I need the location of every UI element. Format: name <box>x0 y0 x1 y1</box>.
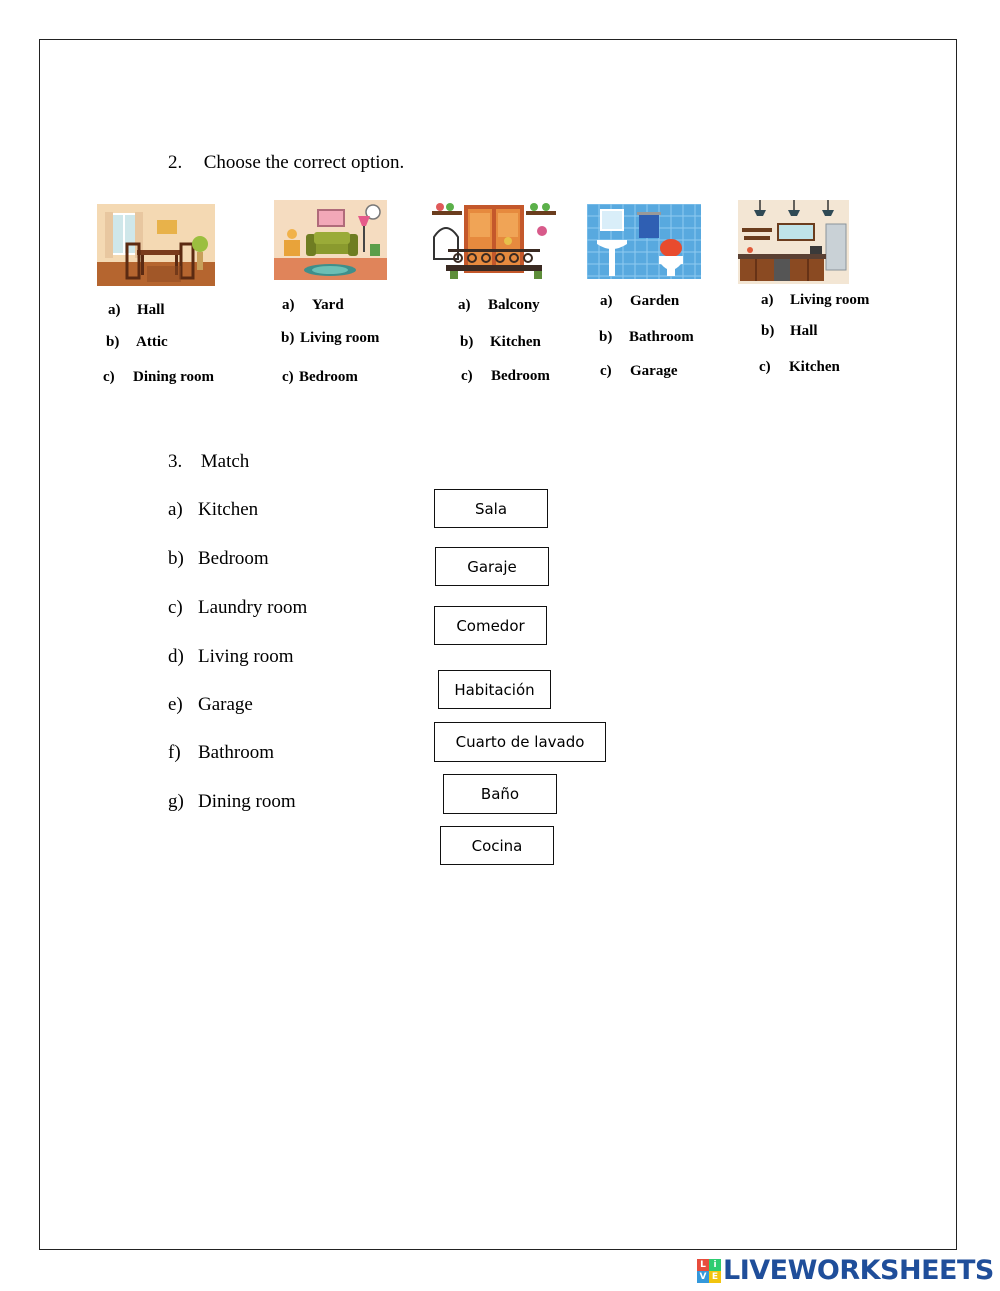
match-item-a: a) Kitchen <box>168 499 259 520</box>
match-item-d: d) Living room <box>168 646 294 667</box>
q2-pic4-option-a[interactable]: a) Garden <box>600 293 680 309</box>
answer-box-cocina[interactable]: Cocina <box>440 826 554 865</box>
answer-box-comedor[interactable]: Comedor <box>434 606 547 645</box>
answer-box-bano[interactable]: Baño <box>443 774 557 814</box>
match-item-c: c) Laundry room <box>168 597 308 618</box>
q2-pic3-option-b[interactable]: b) Kitchen <box>460 334 541 350</box>
q2-pic1-option-b[interactable]: b) Attic <box>106 334 168 350</box>
living-room-image <box>274 200 387 280</box>
logo-mark-letter: E <box>709 1271 721 1283</box>
q2-pic5-option-c[interactable]: c) Kitchen <box>759 359 840 375</box>
logo-mark-letter: i <box>709 1259 721 1271</box>
q2-pic5-option-a[interactable]: a) Living room <box>761 292 870 308</box>
q2-pic3-option-a[interactable]: a) Balcony <box>458 297 540 313</box>
kitchen-image <box>738 200 849 284</box>
match-item-g: g) Dining room <box>168 791 296 812</box>
q2-pic2-option-b[interactable]: b) Living room <box>281 330 380 346</box>
q2-pic1-option-c[interactable]: c) Dining room <box>103 369 214 385</box>
answer-box-sala[interactable]: Sala <box>434 489 548 528</box>
q2-pic4-option-b[interactable]: b) Bathroom <box>599 329 694 345</box>
question-3-title <box>168 451 249 473</box>
q2-pic2-option-a[interactable]: a) Yard <box>282 297 344 313</box>
liveworksheets-logo-text: LIVEWORKSHEETS <box>723 1255 994 1286</box>
balcony-image <box>430 201 558 283</box>
answer-box-garaje[interactable]: Garaje <box>435 547 549 586</box>
answer-box-cuarto-de-lavado[interactable]: Cuarto de lavado <box>434 722 606 762</box>
q2-pic4-option-c[interactable]: c) Garage <box>600 363 678 379</box>
match-item-f: f) Bathroom <box>168 742 274 763</box>
logo-mark-letter: L <box>697 1259 709 1271</box>
answer-box-habitacion[interactable]: Habitación <box>438 670 551 709</box>
question-2-title <box>168 152 404 174</box>
question-2-text: Choose the correct option. <box>203 152 405 173</box>
bathroom-image <box>587 204 701 279</box>
match-item-b: b) Bedroom <box>168 548 269 569</box>
question-3-number: 3. <box>168 451 183 472</box>
q2-pic3-option-c[interactable]: c) Bedroom <box>461 368 550 384</box>
q2-pic2-option-c[interactable]: c) Bedroom <box>282 369 358 385</box>
liveworksheets-logo[interactable] <box>697 1255 994 1286</box>
logo-mark-letter: V <box>697 1271 709 1283</box>
q2-pic5-option-b[interactable]: b) Hall <box>761 323 818 339</box>
question-3-text: Match <box>200 451 250 472</box>
dining-room-image <box>97 204 215 286</box>
q2-pic1-option-a[interactable]: a) Hall <box>108 302 165 318</box>
liveworksheets-logo-icon <box>697 1259 721 1283</box>
match-item-e: e) Garage <box>168 694 253 715</box>
question-2-number: 2. <box>168 152 183 173</box>
